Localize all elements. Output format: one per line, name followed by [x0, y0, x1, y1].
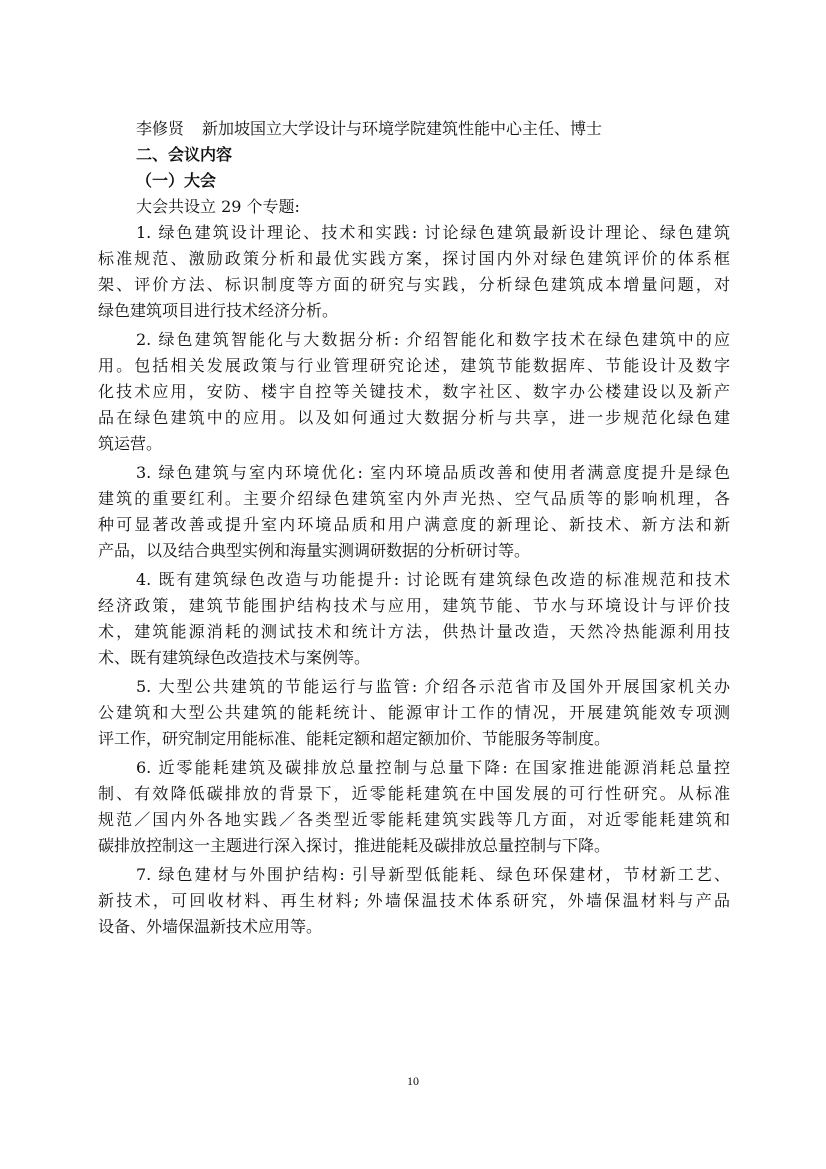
topic-line: 标准规范、激励政策分析和最优实践方案，探讨国内外对绿色建筑评价的体系框	[98, 249, 730, 268]
topic-line: 产品，以及结合典型实例和海量实测调研数据的分析研讨等。	[98, 541, 531, 560]
topic-line: 制、有效降低碳排放的背景下，近零能耗建筑在中国发展的可行性研究。从标准	[98, 784, 730, 803]
topic-line: 化技术应用，安防、楼宇自控等关键技术，数字社区、数字办公楼建设以及新产	[98, 382, 730, 401]
topic-paragraph	[98, 862, 730, 940]
document-body	[98, 116, 730, 943]
topic-paragraph	[98, 674, 730, 752]
topic-line: 术，建筑能源消耗的测试技术和统计方法，供热计量改造，天然冷热能源利用技	[98, 622, 730, 641]
topic-line: 1. 绿色建筑设计理论、技术和实践: 讨论绿色建筑最新设计理论、绿色建筑	[136, 223, 730, 242]
topic-line: 术、既有建筑绿色改造技术与案例等。	[98, 648, 371, 667]
topic-line: 7. 绿色建材与外围护结构: 引导新型低能耗、绿色环保建材，节材新工艺、	[136, 865, 730, 884]
topic-line: 新技术，可回收材料、再生材料; 外墙保温技术体系研究，外墙保温材料与产品	[98, 891, 730, 910]
subsection-heading: （一）大会	[136, 171, 217, 190]
topic-paragraph	[98, 327, 730, 457]
topic-paragraph	[98, 220, 730, 324]
topic-line: 2. 绿色建筑智能化与大数据分析: 介绍智能化和数字技术在绿色建筑中的应	[136, 330, 730, 349]
topic-paragraph	[98, 567, 730, 671]
topic-line: 筑运营。	[98, 434, 163, 453]
topic-paragraph	[98, 460, 730, 564]
topic-paragraph	[98, 755, 730, 859]
page-number: 10	[407, 1074, 419, 1088]
topic-line: 经济政策，建筑节能围护结构技术与应用，建筑节能、节水与环境设计与评价技	[98, 596, 730, 615]
topic-line: 品在绿色建筑中的应用。以及如何通过大数据分析与共享，进一步规范化绿色建	[98, 408, 730, 427]
topic-line: 绿色建筑项目进行技术经济分析。	[98, 301, 339, 320]
author-line	[98, 116, 730, 142]
author-title: 新加坡国立大学设计与环境学院建筑性能中心主任、博士	[202, 119, 603, 138]
intro-text: 大会共设立 29 个专题:	[136, 197, 300, 216]
topic-line: 建筑的重要红利。主要介绍绿色建筑室内外声光热、空气品质等的影响机理，各	[98, 489, 730, 508]
topic-line: 架、评价方法、标识制度等方面的研究与实践，分析绿色建筑成本增量问题，对	[98, 275, 730, 294]
topic-line: 5. 大型公共建筑的节能运行与监管: 介绍各示范省市及国外开展国家机关办	[136, 677, 730, 696]
topic-line: 评工作，研究制定用能标准、能耗定额和超定额加价、节能服务等制度。	[98, 729, 611, 748]
topic-list	[98, 220, 730, 940]
topic-line: 种可显著改善或提升室内环境品质和用户满意度的新理论、新技术、新方法和新	[98, 515, 730, 534]
topic-line: 4. 既有建筑绿色改造与功能提升: 讨论既有建筑绿色改造的标准规范和技术	[136, 570, 730, 589]
author-name: 李修贤	[136, 119, 185, 138]
topic-line: 设备、外墙保温新技术应用等。	[98, 917, 323, 936]
topic-line: 碳排放控制这一主题进行深入探讨，推进能耗及碳排放总量控制与下降。	[98, 836, 611, 855]
topic-line: 3. 绿色建筑与室内环境优化: 室内环境品质改善和使用者满意度提升是绿色	[136, 463, 730, 482]
topic-line: 公建筑和大型公共建筑的能耗统计、能源审计工作的情况，开展建筑能效专项测	[98, 703, 730, 722]
topic-line: 6. 近零能耗建筑及碳排放总量控制与总量下降: 在国家推进能源消耗总量控	[136, 758, 730, 777]
section-heading: 二、会议内容	[136, 145, 233, 164]
topic-line: 用。包括相关发展政策与行业管理研究论述，建筑节能数据库、节能设计及数字	[98, 356, 730, 375]
topic-line: 规范／国内外各地实践／各类型近零能耗建筑实践等几方面，对近零能耗建筑和	[98, 810, 730, 829]
